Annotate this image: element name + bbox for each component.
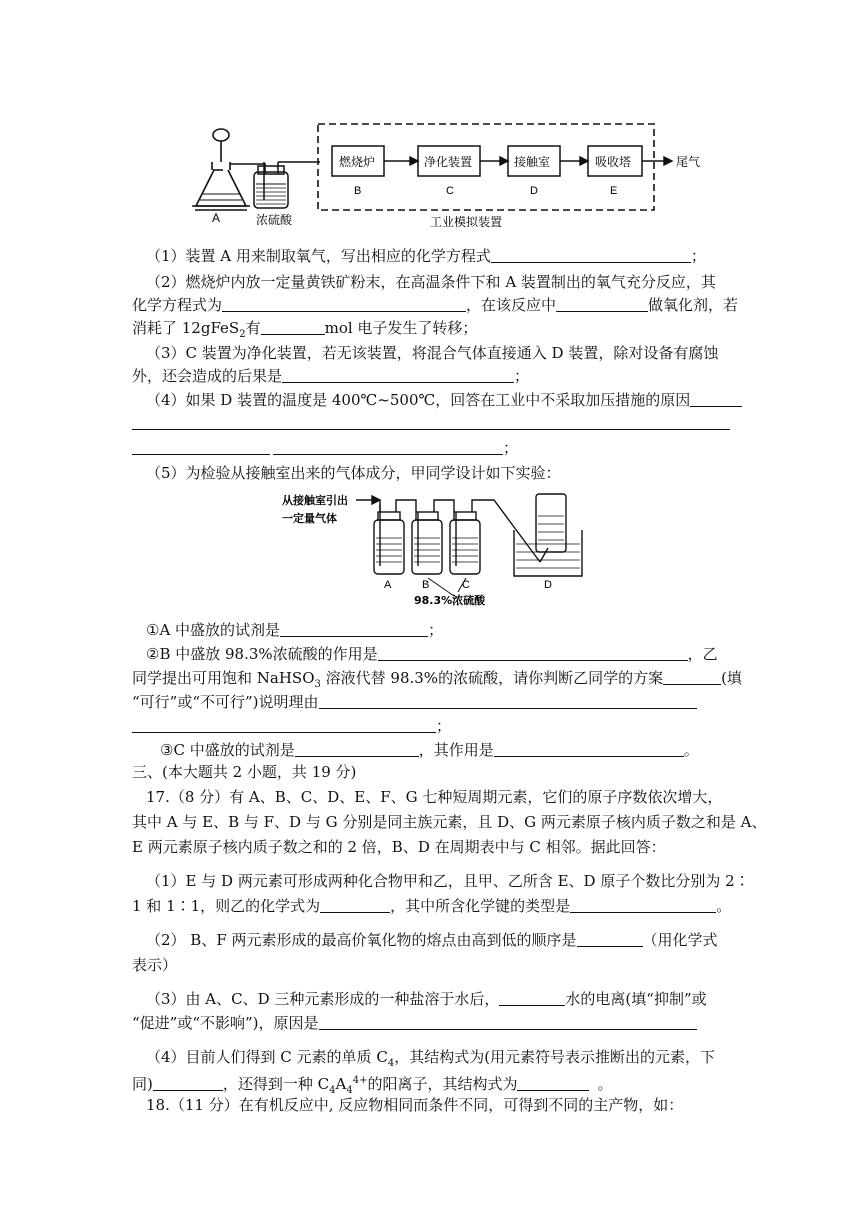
q17-p4-blank1[interactable]	[153, 1075, 223, 1091]
process-box-e	[588, 146, 642, 197]
apparatus-flow-diagram	[190, 118, 710, 234]
q4-answer-line[interactable]	[132, 429, 730, 430]
svg-text:E: E	[610, 185, 618, 197]
q4-line3: ；	[132, 438, 732, 458]
svg-text:B: B	[354, 185, 362, 197]
q5-c-blank1[interactable]	[295, 741, 419, 757]
process-box-d	[508, 146, 560, 197]
q17-p4-line2: 同) ，还得到一种 $C_4A_4^{4+}$的阳离子，其结构式为 。	[132, 1075, 613, 1096]
q5-a-blank[interactable]	[280, 621, 428, 637]
q17-p2-line1: （2） B、F 两元素形成的最高价氧化物的熔点由高到低的顺序是 （用化学式	[146, 931, 718, 949]
gas-test-apparatus	[278, 486, 598, 606]
q2-oxidizer-blank[interactable]	[556, 296, 648, 312]
q4-line1: （4）如果 D 装置的温度是 400℃~500℃，回答在工业中不采取加压措施的原因	[146, 390, 746, 410]
q3-line2: 外，还会造成的后果是 ；	[132, 367, 530, 385]
bottle-c-icon	[450, 500, 540, 574]
q17-p1-blank1[interactable]	[320, 897, 390, 913]
svg-text:吸收塔: 吸收塔	[595, 155, 632, 169]
trough-d-label: D	[544, 579, 552, 591]
q3-blank[interactable]	[282, 367, 514, 383]
q17-p4-blank2[interactable]	[517, 1075, 589, 1091]
q17-p4-line1: （4）目前人们得到 C 元素的单质 $C_4$，其结构式为(用元素符号表示推断出的元素，下	[146, 1048, 716, 1069]
q5-a-line: ①A 中盛放的试剂是 ；	[146, 621, 444, 639]
process-box-b	[332, 146, 384, 197]
q2-line3: 消耗了 12gFeS$_2$有 mol 电子发生了转移；	[132, 319, 478, 340]
q17-p1-blank2[interactable]	[570, 897, 716, 913]
bottle-a-icon	[374, 500, 416, 574]
q2-line2: 化学方程式为 ，在该反应中 做氧化剂，若	[132, 296, 739, 314]
q3-line1: （3）C 装置为净化装置，若无该装置，将混合气体直接通入 D 装置，除对设备有腐蚀	[146, 344, 719, 362]
svg-text:D: D	[530, 185, 538, 197]
q18-line1: 18.（11 分）在有机反应中, 反应物相同而条件不同，可得到不同的主产物，如：	[146, 1096, 684, 1114]
q5-b-blank2[interactable]	[663, 669, 721, 685]
q5-b-blank3[interactable]	[319, 693, 697, 709]
process-box-c	[418, 146, 480, 197]
q17-p3-blank1[interactable]	[499, 990, 565, 1006]
q5-c-line: ③C 中盛放的试剂是 ，其作用是 。	[160, 741, 699, 759]
q17-p2-line2: 表示）	[132, 956, 178, 974]
q17-p1-line1: （1）E 与 D 两元素可形成两种化合物甲和乙，且甲、乙所含 E、D 原子个数比分别为 2∶	[146, 872, 750, 890]
bottle-c-label: C	[462, 579, 470, 591]
q5-b-line2: 同学提出可用饱和 NaHSO$_3$ 溶液代替 98.3%的浓硫酸，请你判断乙同学的方案 (填	[132, 669, 742, 690]
bottle-b-label: B	[422, 579, 430, 591]
q17-line3: E 两元素原子核内质子数之和的 2 倍，B、D 在周期表中与 C 相邻。据此回答：	[132, 838, 666, 856]
section-3-title: 三、(本大题共 2 小题，共 19 分)	[132, 763, 357, 781]
q5-b-blank1[interactable]	[378, 645, 688, 661]
q2-line1: （2）燃烧炉内放一定量黄铁矿粉末，在高温条件下和 A 装置制出的氧气充分反应，其	[146, 273, 716, 291]
q2-equation-blank[interactable]	[222, 296, 466, 312]
q5-b-line3: “可行”或“不可行”)说明理由	[132, 692, 732, 712]
exhaust-label: 尾气	[676, 155, 701, 169]
acid-concentration-label: 98.3%浓硫酸	[414, 594, 486, 607]
q17-line2: 其中 A 与 E、B 与 F、D 与 G 分别是同主族元素，且 D、G 两元素原子核内质子数之和是 A、	[132, 813, 767, 831]
svg-text:C: C	[446, 185, 454, 197]
inlet-label-2: 一定量气体	[282, 512, 337, 525]
q17-p1-line2: 1 和 1∶1，则乙的化学式为 ，其中所含化学键的类型是 。	[132, 897, 732, 915]
q4-blank-a[interactable]	[132, 439, 270, 455]
inlet-label-1: 从接触室引出	[282, 494, 348, 507]
figure-caption: 工业模拟装置	[430, 215, 503, 229]
q17-p3-line2: “促进”或“不影响”)，原因是	[132, 1013, 732, 1033]
q1-blank[interactable]	[491, 247, 691, 263]
q5-b-line1: ②B 中盛放 98.3%浓硫酸的作用是 ，乙	[146, 645, 718, 663]
svg-text:净化装置: 净化装置	[424, 155, 473, 169]
q17-p2-blank[interactable]	[577, 931, 643, 947]
q2-electron-blank[interactable]	[261, 319, 325, 335]
q5-intro: （5）为检验从接触室出来的气体成分，甲同学设计如下实验：	[146, 464, 561, 482]
acid-label: 浓硫酸	[256, 213, 293, 227]
bottle-b-icon	[412, 500, 454, 574]
q17-line1: 17.（8 分）有 A、B、C、D、E、F、G 七种短周期元素，它们的原子序数依次增大，	[146, 788, 723, 806]
flask-label: A	[212, 211, 221, 225]
q1-line: （1）装置 A 用来制取氧气，写出相应的化学方程式 ；	[146, 247, 706, 265]
trough-d-icon	[514, 494, 582, 576]
q4-blank-start[interactable]	[690, 391, 742, 407]
svg-text:接触室: 接触室	[514, 155, 551, 169]
q5-b-line4: ；	[132, 716, 732, 736]
q17-p3-line1: （3）由 A、C、D 三种元素形成的一种盐溶于水后， 水的电离(填“抑制”或	[146, 990, 707, 1008]
q17-p3-blank2[interactable]	[319, 1014, 697, 1030]
bottle-a-label: A	[384, 579, 392, 591]
q4-blank-b[interactable]	[273, 439, 503, 455]
acid-bottle-icon	[254, 162, 320, 208]
q5-c-blank2[interactable]	[494, 741, 684, 757]
q5-b-blank4[interactable]	[132, 717, 436, 733]
svg-text:燃烧炉: 燃烧炉	[339, 155, 376, 169]
